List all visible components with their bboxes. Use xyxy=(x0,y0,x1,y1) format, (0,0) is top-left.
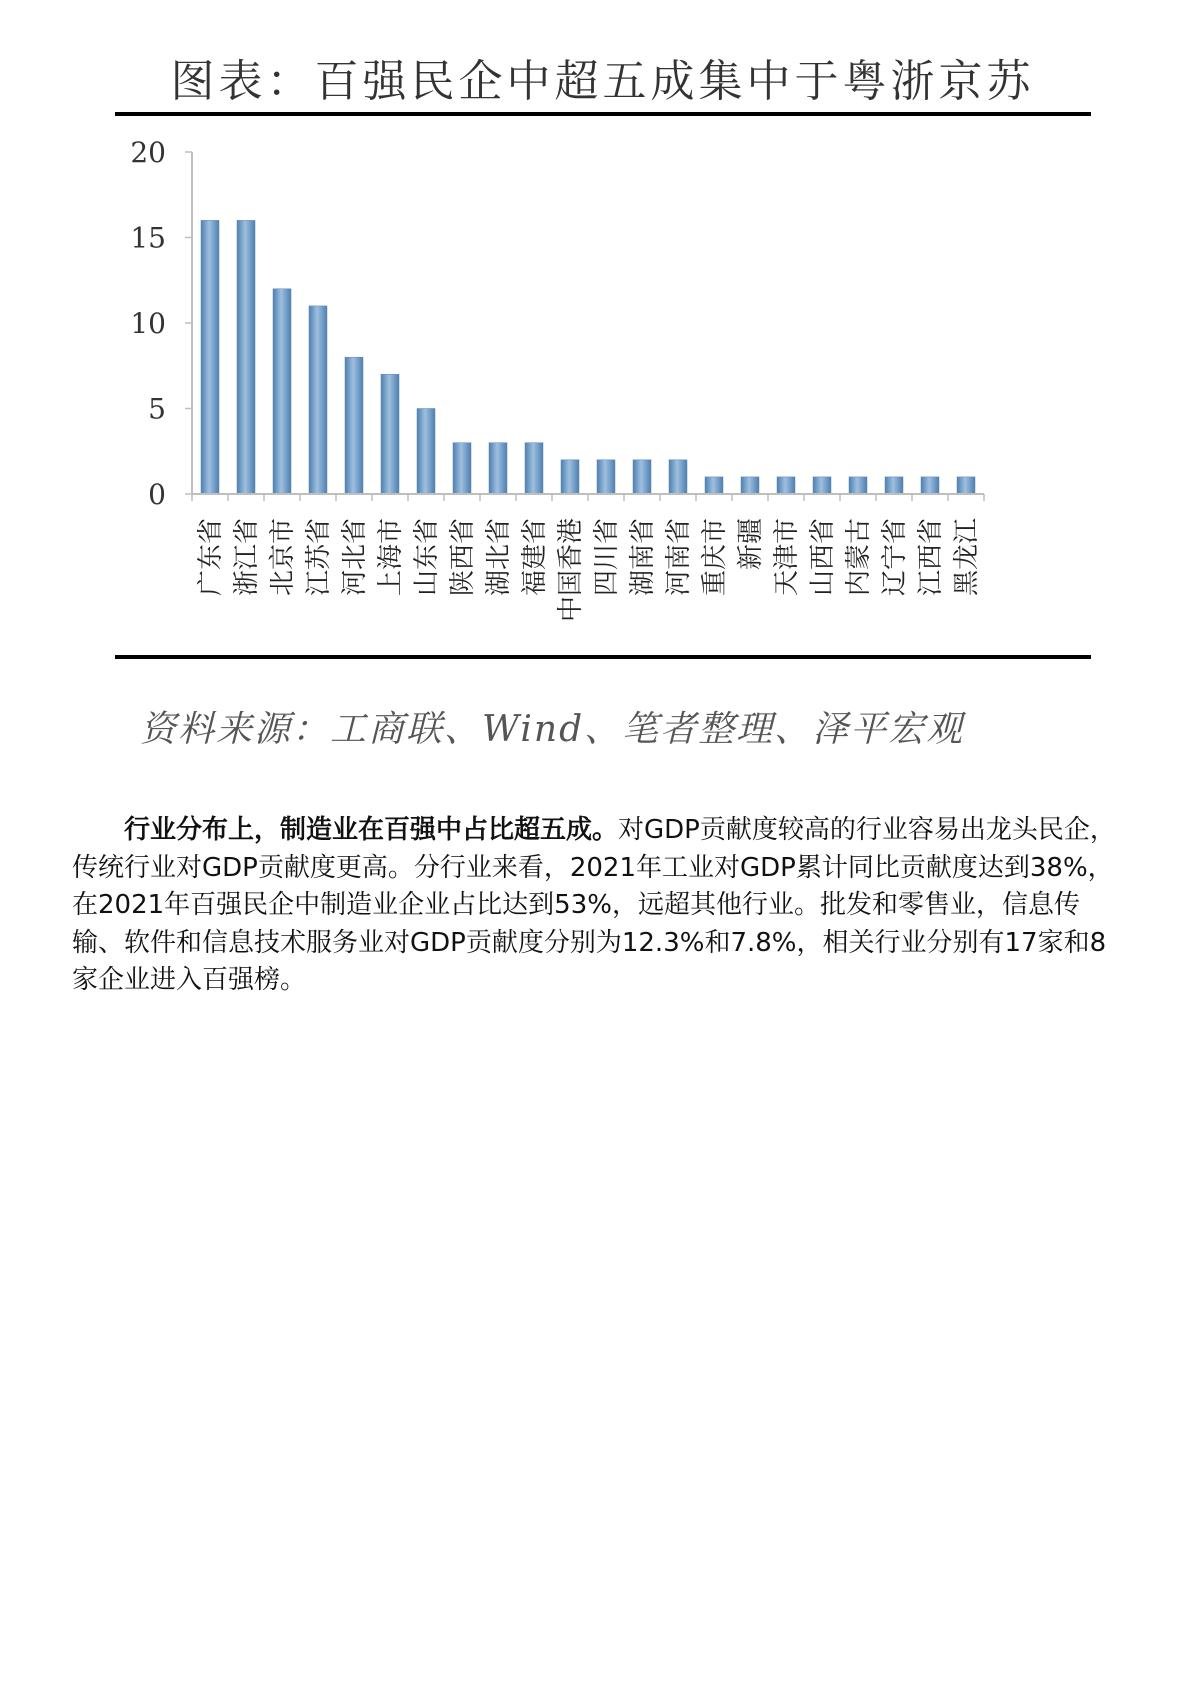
bar-河北省 xyxy=(345,357,363,494)
x-tick-label: 广东省 xyxy=(196,518,226,597)
bar-山西省 xyxy=(813,477,831,494)
x-tick-label: 江西省 xyxy=(916,518,946,597)
y-tick-label: 0 xyxy=(148,478,166,511)
x-tick-label: 内蒙古 xyxy=(844,518,874,597)
body-paragraph xyxy=(72,812,1127,1000)
y-tick-label: 10 xyxy=(130,307,166,340)
bar-浙江省 xyxy=(237,220,255,494)
y-tick-label: 20 xyxy=(130,136,166,169)
x-tick-label: 新疆 xyxy=(736,518,766,571)
bar-陕西省 xyxy=(453,443,471,494)
x-tick-label: 福建省 xyxy=(520,518,550,597)
bar-河南省 xyxy=(669,460,687,494)
x-tick-label: 黑龙江 xyxy=(952,518,982,597)
bar-天津市 xyxy=(777,477,795,494)
bar-新疆 xyxy=(741,477,759,494)
bar-湖北省 xyxy=(489,443,507,494)
paragraph-body: 对GDP贡献度较高的行业容易出龙头民企，传统行业对GDP贡献度更高。分行业来看，2021年工业对GDP累计同比贡献度达到38%，在2021年百强民企中制造业企业占比达到53%，远超其他行业。批发和零售业，信息传输、软件和信息技术服务业对GDP贡献度分别为12.3%和7.8%，相关行业分别有17家和8家企业进入百强榜。 xyxy=(72,815,1116,995)
x-tick-label: 中国香港 xyxy=(556,518,586,623)
bar-江西省 xyxy=(921,477,939,494)
figure-source: 资料来源：工商联、Wind、笔者整理、泽平宏观 xyxy=(140,709,965,750)
x-tick-label: 山西省 xyxy=(808,518,838,597)
y-tick-label: 15 xyxy=(130,221,166,255)
x-tick-label: 北京市 xyxy=(268,518,298,597)
bar-黑龙江 xyxy=(957,477,975,494)
x-tick-label: 河南省 xyxy=(664,518,694,597)
bar-山东省 xyxy=(417,409,435,495)
x-tick-label: 湖南省 xyxy=(628,518,658,597)
x-tick-label: 浙江省 xyxy=(232,518,262,597)
x-tick-label: 河北省 xyxy=(340,518,370,597)
bar-广东省 xyxy=(201,220,219,494)
x-tick-label: 辽宁省 xyxy=(880,518,910,597)
paragraph-lead: 行业分布上，制造业在百强中占比超五成。 xyxy=(124,815,619,845)
bar-辽宁省 xyxy=(885,477,903,494)
x-tick-label: 江苏省 xyxy=(304,518,334,597)
figure-title: 图表：百强民企中超五成集中于粤浙京苏 xyxy=(170,56,1035,107)
bar-四川省 xyxy=(597,460,615,494)
x-tick-label: 重庆市 xyxy=(700,518,730,597)
top-rule xyxy=(115,112,1091,116)
x-tick-label: 上海市 xyxy=(376,518,406,597)
x-tick-label: 湖北省 xyxy=(484,518,514,597)
bars xyxy=(201,220,975,494)
bar-福建省 xyxy=(525,443,543,494)
x-tick-label: 陕西省 xyxy=(448,518,478,597)
x-tick-label: 四川省 xyxy=(592,518,622,597)
bar-北京市 xyxy=(273,289,291,494)
bar-内蒙古 xyxy=(849,477,867,494)
bar-湖南省 xyxy=(633,460,651,494)
y-ticks xyxy=(130,136,192,511)
x-tick-label: 天津市 xyxy=(772,518,802,597)
x-labels xyxy=(196,518,982,622)
bar-江苏省 xyxy=(309,306,327,494)
bar-重庆市 xyxy=(705,477,723,494)
bar-中国香港 xyxy=(561,460,579,494)
bar-上海市 xyxy=(381,374,399,494)
bar-chart xyxy=(115,124,1091,654)
bottom-rule xyxy=(115,655,1091,659)
y-tick-label: 5 xyxy=(148,392,166,426)
x-tick-label: 山东省 xyxy=(412,518,442,597)
